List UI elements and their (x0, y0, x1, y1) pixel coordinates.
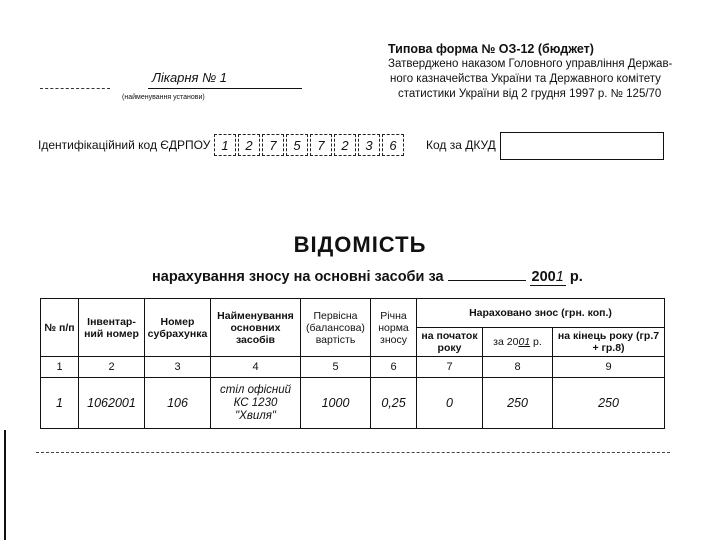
edrpou-label: Ідентифікаційний код ЄДРПОУ (38, 138, 211, 152)
document-subtitle (152, 268, 583, 286)
edrpou-digit: 5 (286, 134, 308, 156)
cell-for-year: 250 (483, 378, 553, 429)
cell-name-line: "Хвиля" (235, 409, 276, 422)
cell-initial-value: 1000 (301, 378, 371, 429)
header-accrued-group: Нараховано знос (грн. коп.) (417, 299, 665, 328)
edrpou-digit: 1 (214, 134, 236, 156)
document-title: ВІДОМІСТЬ (293, 232, 427, 257)
cell-no: 1 (41, 378, 79, 429)
organization-field (40, 70, 270, 90)
year-handwritten: 1 (555, 269, 564, 285)
header-subaccount: Номер субрахунка (145, 299, 211, 357)
edrpou-digit: 7 (262, 134, 284, 156)
cell-name-line: стіл офісний (220, 383, 291, 396)
year-prefix: 200 (531, 269, 556, 285)
cell-subaccount: 106 (145, 378, 211, 429)
cell-name-line: КС 1230 (233, 396, 278, 409)
margin-mark (4, 430, 6, 540)
column-number: 7 (417, 357, 483, 378)
column-number: 2 (79, 357, 145, 378)
dkud-field (500, 132, 664, 160)
dkud-label: Код за ДКУД (426, 138, 496, 152)
header-no: № п/п (41, 299, 79, 357)
form-header-line: ного казначейства України та Державного комітету (390, 73, 661, 85)
edrpou-digit: 3 (358, 134, 380, 156)
column-number: 3 (145, 357, 211, 378)
for-year-prefix: за 20 (493, 336, 519, 348)
column-number: 1 (41, 357, 79, 378)
header-initial-value: Первісна (балансова) вартість (301, 299, 371, 357)
column-number: 5 (301, 357, 371, 378)
header-inventory: Інвентар-ний номер (79, 299, 145, 357)
form-header-line: статистики України від 2 грудня 1997 р. № 125/70 (398, 88, 662, 100)
for-year-suffix: р. (533, 336, 542, 348)
header-annual-rate: Річна норма зносу (371, 299, 417, 357)
period-blank (448, 268, 526, 281)
column-number: 8 (483, 357, 553, 378)
year-suffix: р. (569, 269, 583, 285)
edrpou-digit: 2 (238, 134, 260, 156)
cell-annual-rate: 0,25 (371, 378, 417, 429)
organization-dash (40, 88, 110, 89)
cell-at-start: 0 (417, 378, 483, 429)
bottom-divider (36, 452, 670, 453)
edrpou-digit: 7 (310, 134, 332, 156)
header-for-year (483, 328, 553, 357)
organization-value: Лікарня № 1 (152, 70, 228, 85)
form-header (388, 42, 688, 102)
column-number: 6 (371, 357, 417, 378)
table-row (41, 378, 665, 429)
year-field (530, 269, 566, 286)
column-number: 9 (553, 357, 665, 378)
subtitle-text: нарахування зносу на основні засоби за (152, 269, 444, 285)
depreciation-table (40, 298, 665, 429)
form-header-line: Затверджено наказом Головного управління Держав- (388, 58, 673, 70)
cell-inventory: 1062001 (79, 378, 145, 429)
cell-at-end: 250 (553, 378, 665, 429)
edrpou-digit: 2 (334, 134, 356, 156)
header-at-start: на початок року (417, 328, 483, 357)
edrpou-digit: 6 (382, 134, 404, 156)
cell-name (211, 378, 301, 429)
header-name: Найменування основних засобів (211, 299, 301, 357)
organization-underline (148, 88, 302, 89)
header-at-end: на кінець року (гр.7 + гр.8) (553, 328, 665, 357)
form-header-title: Типова форма № ОЗ-12 (бюджет) (388, 42, 594, 56)
column-number: 4 (211, 357, 301, 378)
organization-caption: (найменування установи) (122, 94, 205, 101)
for-year-hand: 01 (518, 336, 531, 348)
